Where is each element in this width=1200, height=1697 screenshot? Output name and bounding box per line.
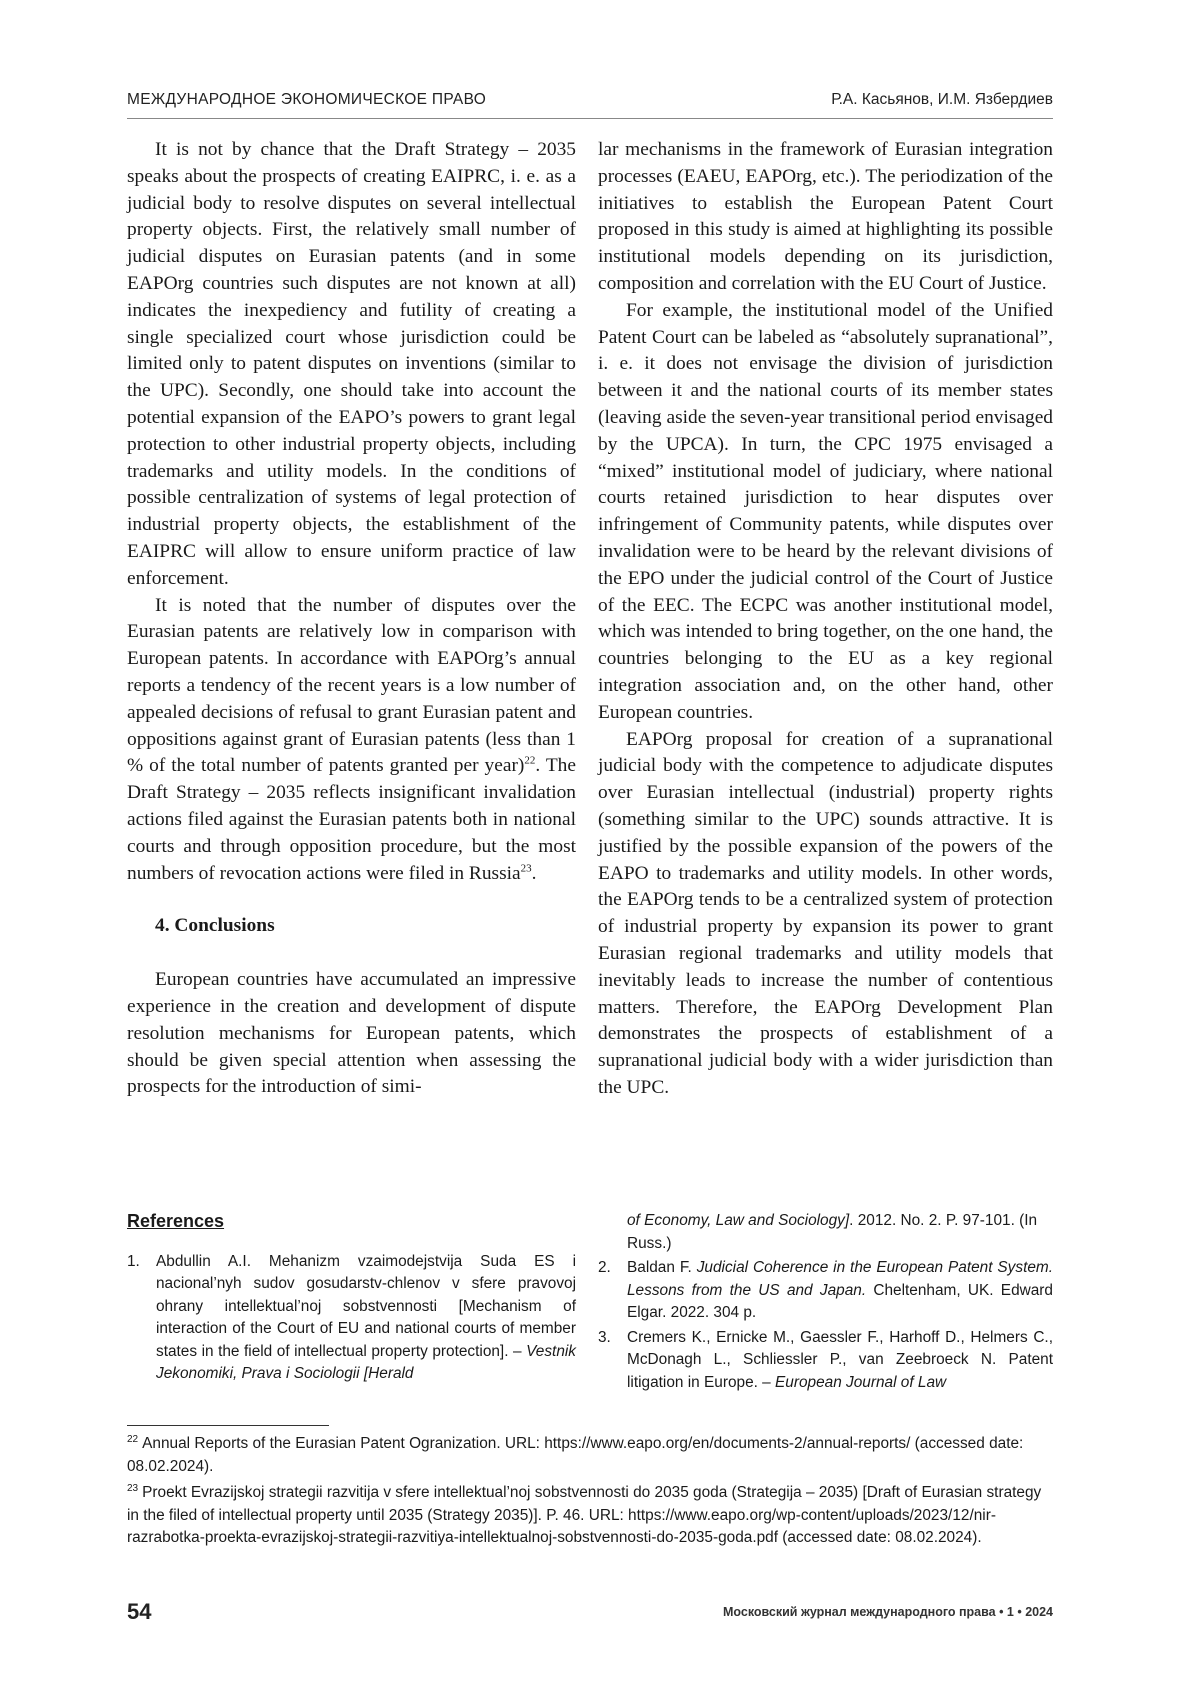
paragraph	[127, 593, 576, 888]
references-right	[598, 1210, 1053, 1396]
authors: Р.А. Касьянов, И.М. Язбердиев	[831, 91, 1053, 108]
footnote-divider	[127, 1425, 329, 1426]
reference-number: 1.	[127, 1252, 140, 1270]
reference-text: Abdullin A.I. Mehanizm vzaimodejstvija Suda ES i nacional’nyh sudov gosudarstv-chlenov v sfere pravovoj ohrany intellektual’noj sobstvennosti [Mechanism of interaction of the Court of EU and national courts of member states in the field of intellectual property protection]. –	[156, 1252, 576, 1360]
footnote-number: 23	[127, 1482, 139, 1494]
page-number: 54	[127, 1599, 152, 1624]
reference-journal: European Journal of Law	[775, 1373, 947, 1391]
references-left	[127, 1210, 576, 1388]
reference-text: Baldan F.	[627, 1259, 697, 1276]
reference-number: 3.	[598, 1328, 611, 1346]
reference-journal: of Economy, Law and Sociology]	[627, 1212, 850, 1229]
reference-text: Cheltenham, UK. Edward Elgar. 2022. 304 p.	[627, 1281, 1053, 1321]
paragraph: lar mechanisms in the framework of Eurasian integration processes (EAEU, EAPOrg, etc.). The periodization of the initiatives to establish the European Patent Court proposed in this study is aimed at highlighting its possible institutional models depending on its jurisdiction, composition and correlation with the EU Court of Justice.	[598, 139, 1053, 294]
paragraph-text: It is noted that the number of disputes over the Eurasian patents are relatively low in comparison with European patents. In accordance with EAPOrg’s annual reports a tendency of the recent years is a low number of appealed decisions of refusal to grant Eurasian patent and oppositions against grant of Eurasian patents (less than 1 % of the total number of patents granted per year)	[127, 594, 576, 777]
paragraph: For example, the institutional model of the Unified Patent Court can be labeled as “absolutely supranational”, i. e. it does not envisage the division of jurisdiction between it and the national courts of its member states (leaving aside the seven-year transitional period envisaged by the UPCA). In turn, the CPC 1975 envisaged a “mixed” institutional model of judiciary, where national courts retained jurisdiction to hear disputes over infringement of Community patents, while disputes over invalidation were to be heard by the relevant divisions of the EPO under the judicial control of the Court of Justice of the EEC. The ECPC was another institutional model, which was intended to bring together, on the one hand, the countries belonging to the EU as a key regional integration association and, on the other hand, other European countries.	[598, 299, 1053, 723]
references-heading: References	[127, 1211, 225, 1231]
footnote-ref-23[interactable]: 23	[520, 862, 532, 875]
reference-text: . 2012. No. 2. P. 97-101. (In Russ.)	[627, 1212, 1038, 1252]
section-heading: 4. Conclusions	[155, 915, 275, 937]
journal-footer: Московский журнал международного права • 1 • 2024	[722, 1605, 1053, 1619]
reference-item	[598, 1257, 1053, 1325]
right-column	[598, 137, 1053, 1102]
paragraph-text: .	[531, 862, 537, 884]
reference-journal: Vestnik Jekonomiki, Prava i Sociologii [Herald	[156, 1342, 576, 1382]
footnotes	[127, 1433, 1053, 1554]
paragraph: It is not by chance that the Draft Strategy – 2035 speaks about the prospects of creating EAIPRC, i. e. as a judicial body to resolve disputes on several intellectual property objects. First, the relatively small number of judicial disputes on Eurasian patents (and in some EAPOrg countries such disputes are not known at all) indicates the inexpediency and futility of creating a single specialized court whose jurisdiction could be limited only to patent disputes on inventions (similar to the UPC). Secondly, one should take into account the potential expansion of the EAPO’s powers to grant legal protection to other industrial property objects, including trademarks and utility models. In the conditions of possible centralization of systems of legal protection of industrial property objects, the establishment of the EAIPRC will allow to ensure uniform practice of law enforcement.	[127, 139, 576, 589]
reference-item	[127, 1251, 576, 1386]
footnote-22	[127, 1433, 1053, 1478]
paragraph: EAPOrg proposal for creation of a supranational judicial body with the competence to adjudicate disputes over Eurasian intellectual (industrial) property rights (something similar to the UPC) sounds attractive. It is justified by the possible expansion of the powers of the EAPO to trademarks and utility models. In other words, the EAPOrg tends to be a centralized system of protection of industrial property by expansion its power to grant Eurasian regional trademarks and utility models that inevitably leads to increase the number of contentious matters. Therefore, the EAPOrg Development Plan demonstrates the prospects of establishment of a supranational judicial body with a wider jurisdiction than the UPC.	[598, 728, 1053, 1098]
footnote-number: 22	[127, 1433, 139, 1445]
footnote-text: Annual Reports of the Eurasian Patent Ogranization. URL: https://www.eapo.org/en/documents-2/annual-reports/ (accessed date: 08.02.2024).	[127, 1435, 1024, 1475]
section-title: МЕЖДУНАРОДНОЕ ЭКОНОМИЧЕСКОЕ ПРАВО	[127, 91, 487, 108]
reference-number: 2.	[598, 1259, 611, 1276]
left-column	[127, 137, 576, 1101]
footnote-text: Proekt Evrazijskoj strategii razvitija v sfere intellektual’noj sobstvennosti do 2035 goda (Strategija – 2035) [Draft of Eurasian strategy in the filed of intellectual property until 2035 (Strategy 2035)]. P. 46. URL: https://www.eapo.org/wp-content/uploads/2023/12/nir-razrabotka-proekta-evrazijskoj-strategii-razvitiya-intellektualnoj-sobstvennosti-do-2035-goda.pdf (accessed date: 08.02.2024).	[127, 1484, 1042, 1546]
reference-continuation	[598, 1210, 1053, 1255]
reference-title: Judicial Coherence in the European Patent System. Lessons from the US and Japan.	[627, 1259, 1053, 1299]
running-header	[127, 88, 1053, 119]
reference-text: Cremers K., Ernicke M., Gaessler F., Harhoff D., Helmers C., McDonagh L., Schliessler P., van Zeebroeck N. Patent litigation in Europe. –	[627, 1328, 1053, 1391]
footnote-ref-22[interactable]: 22	[524, 754, 536, 767]
reference-item	[598, 1327, 1053, 1395]
paragraph-text: . The Draft Strategy – 2035 reflects insignificant invalidation actions filed against the Eurasian patents both in national courts and through opposition procedure, but the most numbers of revocation actions were filed in Russia	[127, 755, 576, 884]
paragraph: European countries have accumulated an impressive experience in the creation and development of dispute resolution mechanisms for European patents, which should be given special attention when assessing the prospects for the introduction of simi-	[127, 969, 576, 1098]
footnote-23	[127, 1482, 1053, 1550]
